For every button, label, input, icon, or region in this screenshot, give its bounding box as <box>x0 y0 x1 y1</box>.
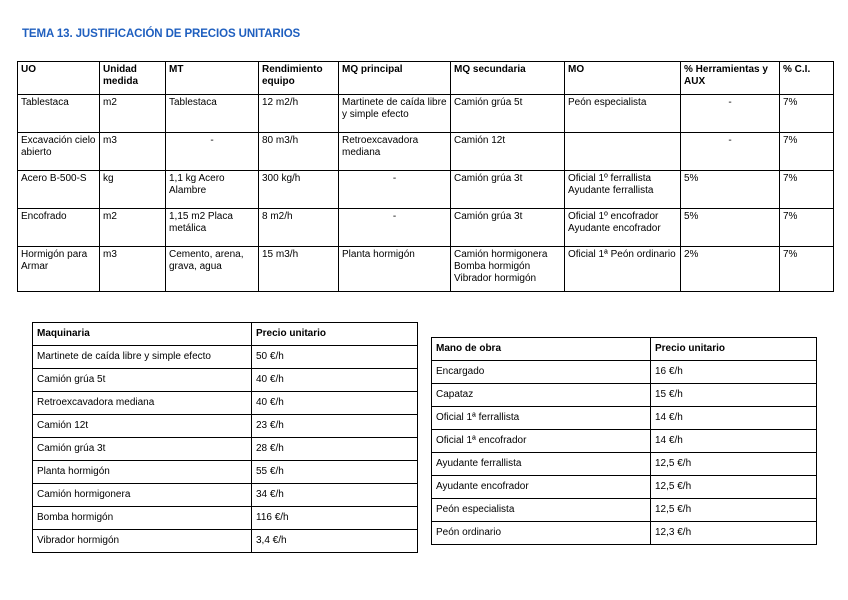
maquinaria-price: 3,4 €/h <box>252 530 418 553</box>
maquinaria-price: 55 €/h <box>252 461 418 484</box>
cell-mt: - <box>166 133 259 171</box>
cell-unidad: kg <box>100 171 166 209</box>
header-herramientas: % Herramientas y AUX <box>681 62 780 95</box>
header-mano-obra: Mano de obra <box>432 338 651 361</box>
cell-uo: Acero B-500-S <box>18 171 100 209</box>
maquinaria-price: 50 €/h <box>252 346 418 369</box>
cell-uo: Tablestaca <box>18 95 100 133</box>
cell-mq-principal: Planta hormigón <box>339 247 451 292</box>
cell-mo: Peón especialista <box>565 95 681 133</box>
mano-obra-name: Oficial 1ª ferrallista <box>432 407 651 430</box>
maquinaria-name: Vibrador hormigón <box>33 530 252 553</box>
cell-rendimiento: 12 m2/h <box>259 95 339 133</box>
cell-mq-secundaria: Camión 12t <box>451 133 565 171</box>
mano-obra-name: Ayudante encofrador <box>432 476 651 499</box>
mano-obra-table <box>431 337 817 545</box>
maquinaria-name: Camión hormigonera <box>33 484 252 507</box>
maquinaria-price: 23 €/h <box>252 415 418 438</box>
header-uo: UO <box>18 62 100 95</box>
cell-herramientas: 5% <box>681 171 780 209</box>
cell-uo: Hormigón para Armar <box>18 247 100 292</box>
cell-mq-secundaria: Camión grúa 5t <box>451 95 565 133</box>
table-row <box>33 346 418 369</box>
table-row <box>33 438 418 461</box>
cell-mq-principal: - <box>339 209 451 247</box>
cell-ci: 7% <box>780 95 834 133</box>
maquinaria-name: Martinete de caída libre y simple efecto <box>33 346 252 369</box>
cell-mq-principal: Retroexcavadora mediana <box>339 133 451 171</box>
cell-mt: 1,15 m2 Placa metálica <box>166 209 259 247</box>
cell-ci: 7% <box>780 171 834 209</box>
maquinaria-header-row <box>33 323 418 346</box>
table-row <box>432 384 817 407</box>
table-row <box>432 499 817 522</box>
table-row <box>432 361 817 384</box>
cell-mq-secundaria: Camión grúa 3t <box>451 171 565 209</box>
header-precio-unitario: Precio unitario <box>651 338 817 361</box>
table-row <box>33 415 418 438</box>
mano-obra-price: 16 €/h <box>651 361 817 384</box>
table-row <box>18 95 834 133</box>
cell-herramientas: - <box>681 133 780 171</box>
table-row <box>432 522 817 545</box>
header-precio-unitario: Precio unitario <box>252 323 418 346</box>
table-row <box>18 171 834 209</box>
mano-obra-name: Capataz <box>432 384 651 407</box>
cell-uo: Encofrado <box>18 209 100 247</box>
page-title: TEMA 13. JUSTIFICACIÓN DE PRECIOS UNITARIOS <box>22 28 301 40</box>
table-row <box>33 530 418 553</box>
cell-rendimiento: 15 m3/h <box>259 247 339 292</box>
mano-obra-name: Peón ordinario <box>432 522 651 545</box>
cell-mt: 1,1 kg Acero Alambre <box>166 171 259 209</box>
table-row <box>33 461 418 484</box>
cell-herramientas: 5% <box>681 209 780 247</box>
cell-unidad: m3 <box>100 133 166 171</box>
cell-herramientas: 2% <box>681 247 780 292</box>
mano-obra-price: 14 €/h <box>651 407 817 430</box>
cell-mt: Tablestaca <box>166 95 259 133</box>
header-mo: MO <box>565 62 681 95</box>
main-table-header-row <box>18 62 834 95</box>
header-unidad: Unidad medida <box>100 62 166 95</box>
maquinaria-table <box>32 322 418 553</box>
maquinaria-name: Camión grúa 3t <box>33 438 252 461</box>
maquinaria-price: 34 €/h <box>252 484 418 507</box>
mano-obra-name: Oficial 1ª encofrador <box>432 430 651 453</box>
table-row <box>33 369 418 392</box>
maquinaria-name: Camión 12t <box>33 415 252 438</box>
header-ci: % C.I. <box>780 62 834 95</box>
table-row <box>18 209 834 247</box>
maquinaria-name: Bomba hormigón <box>33 507 252 530</box>
cell-mq-principal: Martinete de caída libre y simple efecto <box>339 95 451 133</box>
mano-obra-price: 12,3 €/h <box>651 522 817 545</box>
table-row <box>33 392 418 415</box>
cell-unidad: m3 <box>100 247 166 292</box>
cell-ci: 7% <box>780 133 834 171</box>
cell-herramientas: - <box>681 95 780 133</box>
cell-mq-secundaria: Camión hormigonera Bomba hormigón Vibrador hormigón <box>451 247 565 292</box>
cell-ci: 7% <box>780 209 834 247</box>
maquinaria-name: Planta hormigón <box>33 461 252 484</box>
cell-mo: Oficial 1ª Peón ordinario <box>565 247 681 292</box>
cell-mo: Oficial 1º ferrallista Ayudante ferrallista <box>565 171 681 209</box>
header-mq-principal: MQ principal <box>339 62 451 95</box>
cell-unidad: m2 <box>100 95 166 133</box>
header-rendimiento: Rendimiento equipo <box>259 62 339 95</box>
table-row <box>33 507 418 530</box>
maquinaria-price: 40 €/h <box>252 369 418 392</box>
mano-obra-price: 14 €/h <box>651 430 817 453</box>
cell-uo: Excavación cielo abierto <box>18 133 100 171</box>
cell-mq-principal: - <box>339 171 451 209</box>
cell-unidad: m2 <box>100 209 166 247</box>
mano-obra-header-row <box>432 338 817 361</box>
main-table <box>17 61 834 292</box>
header-mq-secundaria: MQ secundaria <box>451 62 565 95</box>
maquinaria-price: 28 €/h <box>252 438 418 461</box>
mano-obra-name: Encargado <box>432 361 651 384</box>
cell-mo <box>565 133 681 171</box>
table-row <box>432 407 817 430</box>
cell-ci: 7% <box>780 247 834 292</box>
table-row <box>432 476 817 499</box>
table-row <box>432 453 817 476</box>
maquinaria-price: 116 €/h <box>252 507 418 530</box>
maquinaria-name: Retroexcavadora mediana <box>33 392 252 415</box>
header-maquinaria: Maquinaria <box>33 323 252 346</box>
cell-mq-secundaria: Camión grúa 3t <box>451 209 565 247</box>
header-mt: MT <box>166 62 259 95</box>
table-row <box>33 484 418 507</box>
cell-rendimiento: 80 m3/h <box>259 133 339 171</box>
table-row <box>18 247 834 292</box>
cell-mt: Cemento, arena, grava, agua <box>166 247 259 292</box>
table-row <box>18 133 834 171</box>
mano-obra-price: 12,5 €/h <box>651 476 817 499</box>
cell-mo: Oficial 1º encofrador Ayudante encofrador <box>565 209 681 247</box>
table-row <box>432 430 817 453</box>
maquinaria-price: 40 €/h <box>252 392 418 415</box>
mano-obra-price: 12,5 €/h <box>651 453 817 476</box>
mano-obra-price: 12,5 €/h <box>651 499 817 522</box>
mano-obra-price: 15 €/h <box>651 384 817 407</box>
mano-obra-name: Ayudante ferrallista <box>432 453 651 476</box>
mano-obra-name: Peón especialista <box>432 499 651 522</box>
cell-rendimiento: 8 m2/h <box>259 209 339 247</box>
maquinaria-name: Camión grúa 5t <box>33 369 252 392</box>
cell-rendimiento: 300 kg/h <box>259 171 339 209</box>
